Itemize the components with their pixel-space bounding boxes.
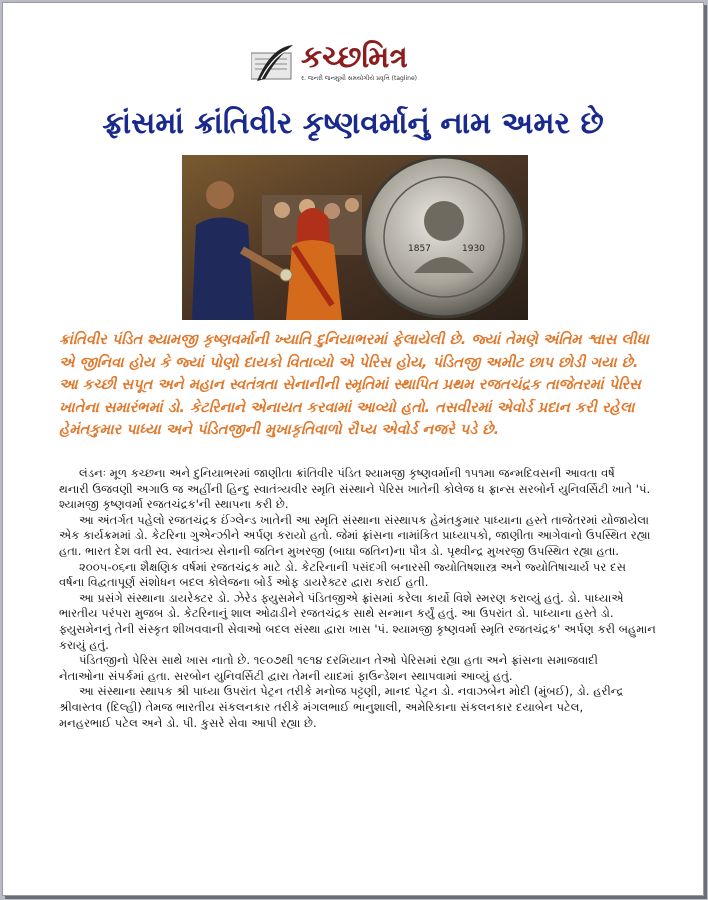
body-line: ૨૦૦૫-૦૬ના શૈક્ષણિક વર્ષમાં રજતચંદ્રક માટે ડો. કેટરિનાની પસંદગી બનારસી જ્યોતિષશાસ્ત્ર અને જ્યોતિષાચાર્ય પર દસ	[79, 559, 626, 574]
body-line: શ્રીવાસ્તવ (દિલ્હી) તેમજ ભારતીય સંકલનકાર તરીકે મંગલભાઈ ભાનુશાલી, અમેરિકાના સંકલનકાર દયાબેન પટેલ,	[59, 699, 584, 714]
body-line: નેતાઓના સંપર્કમાં હતા. સરબોન યુનિવર્સિટી દ્વારા તેમની યાદમાં ફાઉન્ડેશન સ્થાપવામાં આવ્યું હતું.	[59, 668, 513, 683]
body-line: થનારી ઉજવણી અગાઉ જ અહીંની હિન્દુ સ્વાતંત્ર્યવીર સ્મૃતિ સંસ્થાને પેરિસ ખાતેની કોલેજ ધ ફ્રાન્સ સરબોર્ન યુનિવર્સિટી ખાતે 'પં.	[59, 481, 651, 496]
body-line: એક કાર્યક્રમમાં ડો. કેટરિના ગુએન્ઝીને અર્પણ કરાયો હતો. જેમાં ફ્રાંસના નામાંકિત પ્રાધ્યાપકો, જાણીતા આગેવાનો ઉપસ્થિત રહ્યા	[59, 528, 651, 543]
body-line: શ્યામજી કૃષ્ણવર્મા રજતચંદ્રક'ની સ્થાપના કરી છે.	[59, 497, 289, 512]
newspaper-logo-icon	[251, 43, 295, 85]
lede-line: હેમંતકુમાર પાધ્યા અને પંડિતજીની મુખાકૃતિવાળો રૌપ્ય એવોર્ડ નજરે પડે છે.	[59, 421, 500, 438]
award-photo	[182, 155, 528, 320]
body-line: પંડિતજીનો પેરિસ સાથે ખાસ નાતો છે. ૧૯૦૭થી ૧૯૧૪ દરમિયાન તેઓ પેરિસમાં રહ્યા હતા અને ફ્રાંસના સમાજવાદી	[79, 653, 598, 668]
body-line: વર્ષના વિદ્વતાપૂર્ણ સંશોધન બદલ કોલેજના બોર્ડ ઓફ ડાયરેક્ટર દ્વારા કરાઈ હતી.	[59, 575, 429, 590]
body-line: આ પ્રસંગે સંસ્થાના ડાયરેક્ટર ડો. ઝેરેડ ફ્યુસમેને પંડિતજીએ ફ્રાંસમાં કરેલા કાર્યો વિશે સ્મરણ કરાવ્યું હતું. ડો. પાધ્યાએ	[79, 590, 624, 605]
body-line: ભારતીય પરંપરા મુજબ ડો. કેટરિનાનું શાલ ઓઢાડીને રજતચંદ્રક સાથે સન્માન કર્યું હતું. આ ઉપરાંત ડો. પાધ્યાના હસ્તે ડો.	[59, 606, 614, 621]
newspaper-tagline: ર. જનરી જનમુખી સમયોગીયે પ્રવૃત્તિ (tagline)	[301, 75, 417, 82]
medal-year-left: 1857	[408, 244, 431, 254]
body-line: આ સંસ્થાના સ્થાપક શ્રી પાધ્યા ઉપરાંત પેટ્રન તરીકે મનોજ પટ્ટણી, માનદ પેટ્રન ડો. નવાઝબેન મોદી (મુંબઈ), ડો. હરીન્દ્ર	[79, 684, 624, 699]
body-line: લંડનઃ મૂળ કચ્છના અને દુનિયાભરમાં જાણીતા ક્રાંતિવીર પંડિત શ્યામજી કૃષ્ણવર્માની ૧૫૧મા જન્મદિવસની આવતા વર્ષે	[79, 466, 615, 480]
body-line: કરાયું હતું.	[59, 637, 109, 652]
body-line: મનહરભાઈ પટેલ અને ડો. પી. કુસરે સેવા આપી રહ્યા છે.	[59, 715, 317, 730]
lede-line: એ જીનિવા હોય કે જ્યાં પોણો દાયકો વિતાવ્યો એ પેરિસ હોય, પંડિતજી અમીટ છાપ છોડી ગયા છે.	[59, 353, 639, 371]
lede-line: ખાતેના સમારંભમાં ડો. કેટરિનાને એનાયત કરવામાં આવ્યો હતો. તસવીરમાં એવોર્ડ પ્રદાન કરી રહેલા	[59, 398, 635, 416]
newspaper-page	[2, 2, 704, 896]
article-body	[59, 466, 669, 731]
masthead	[251, 40, 461, 89]
lede-line: આ કચ્છી સપૂત અને મહાન સ્વતંત્રતા સેનાનીની સ્મૃતિમાં સ્થાપિત પ્રથમ રજતચંદ્રક તાજેતરમાં પેરિસ	[59, 376, 641, 393]
body-line: ફ્યુસમેનનું તેની સંસ્કૃત શીખવવાની સેવાઓ બદલ સંસ્થા દ્વારા ખાસ 'પં. શ્યામજી કૃષ્ણવર્મા સ્મૃતિ રજતચંદ્રક' અર્પણ કરી બહુમાન	[59, 621, 656, 636]
medal-year-right: 1930	[462, 244, 485, 254]
newspaper-name: કચ્છમિત્ર	[301, 40, 408, 75]
body-line: આ અંતર્ગત પહેલો રજતચંદ્રક ઈંગ્લેન્ડ ખાતેની આ સ્મૃતિ સંસ્થાના સંસ્થાપક હેમંતકુમાર પાધ્યાના હસ્તે તાજેતરમાં યોજાયેલા	[79, 512, 649, 527]
lede-paragraph	[59, 329, 665, 442]
lede-line: ક્રાંતિવીર પંડિત શ્યામજી કૃષ્ણવર્માની ખ્યાતિ દુનિયાભરમાં ફેલાયેલી છે. જ્યાં તેમણે અંતિમ શ્વાસ લીધા	[59, 331, 649, 348]
body-line: હતા. ભારત દેશ વતી સ્વ. સ્વાતંત્ર્ય સેનાની જતિન મુખરજી (બાઘા જતિન)ના પૌત્ર ડો. પૃથ્વીન્દ્ર મુખરજી ઉપસ્થિત રહ્યા હતા.	[59, 543, 619, 558]
headline: ફ્રાંસમાં ક્રાંતિવીર કૃષ્ણવર્માનું નામ અમર છે	[102, 106, 604, 141]
